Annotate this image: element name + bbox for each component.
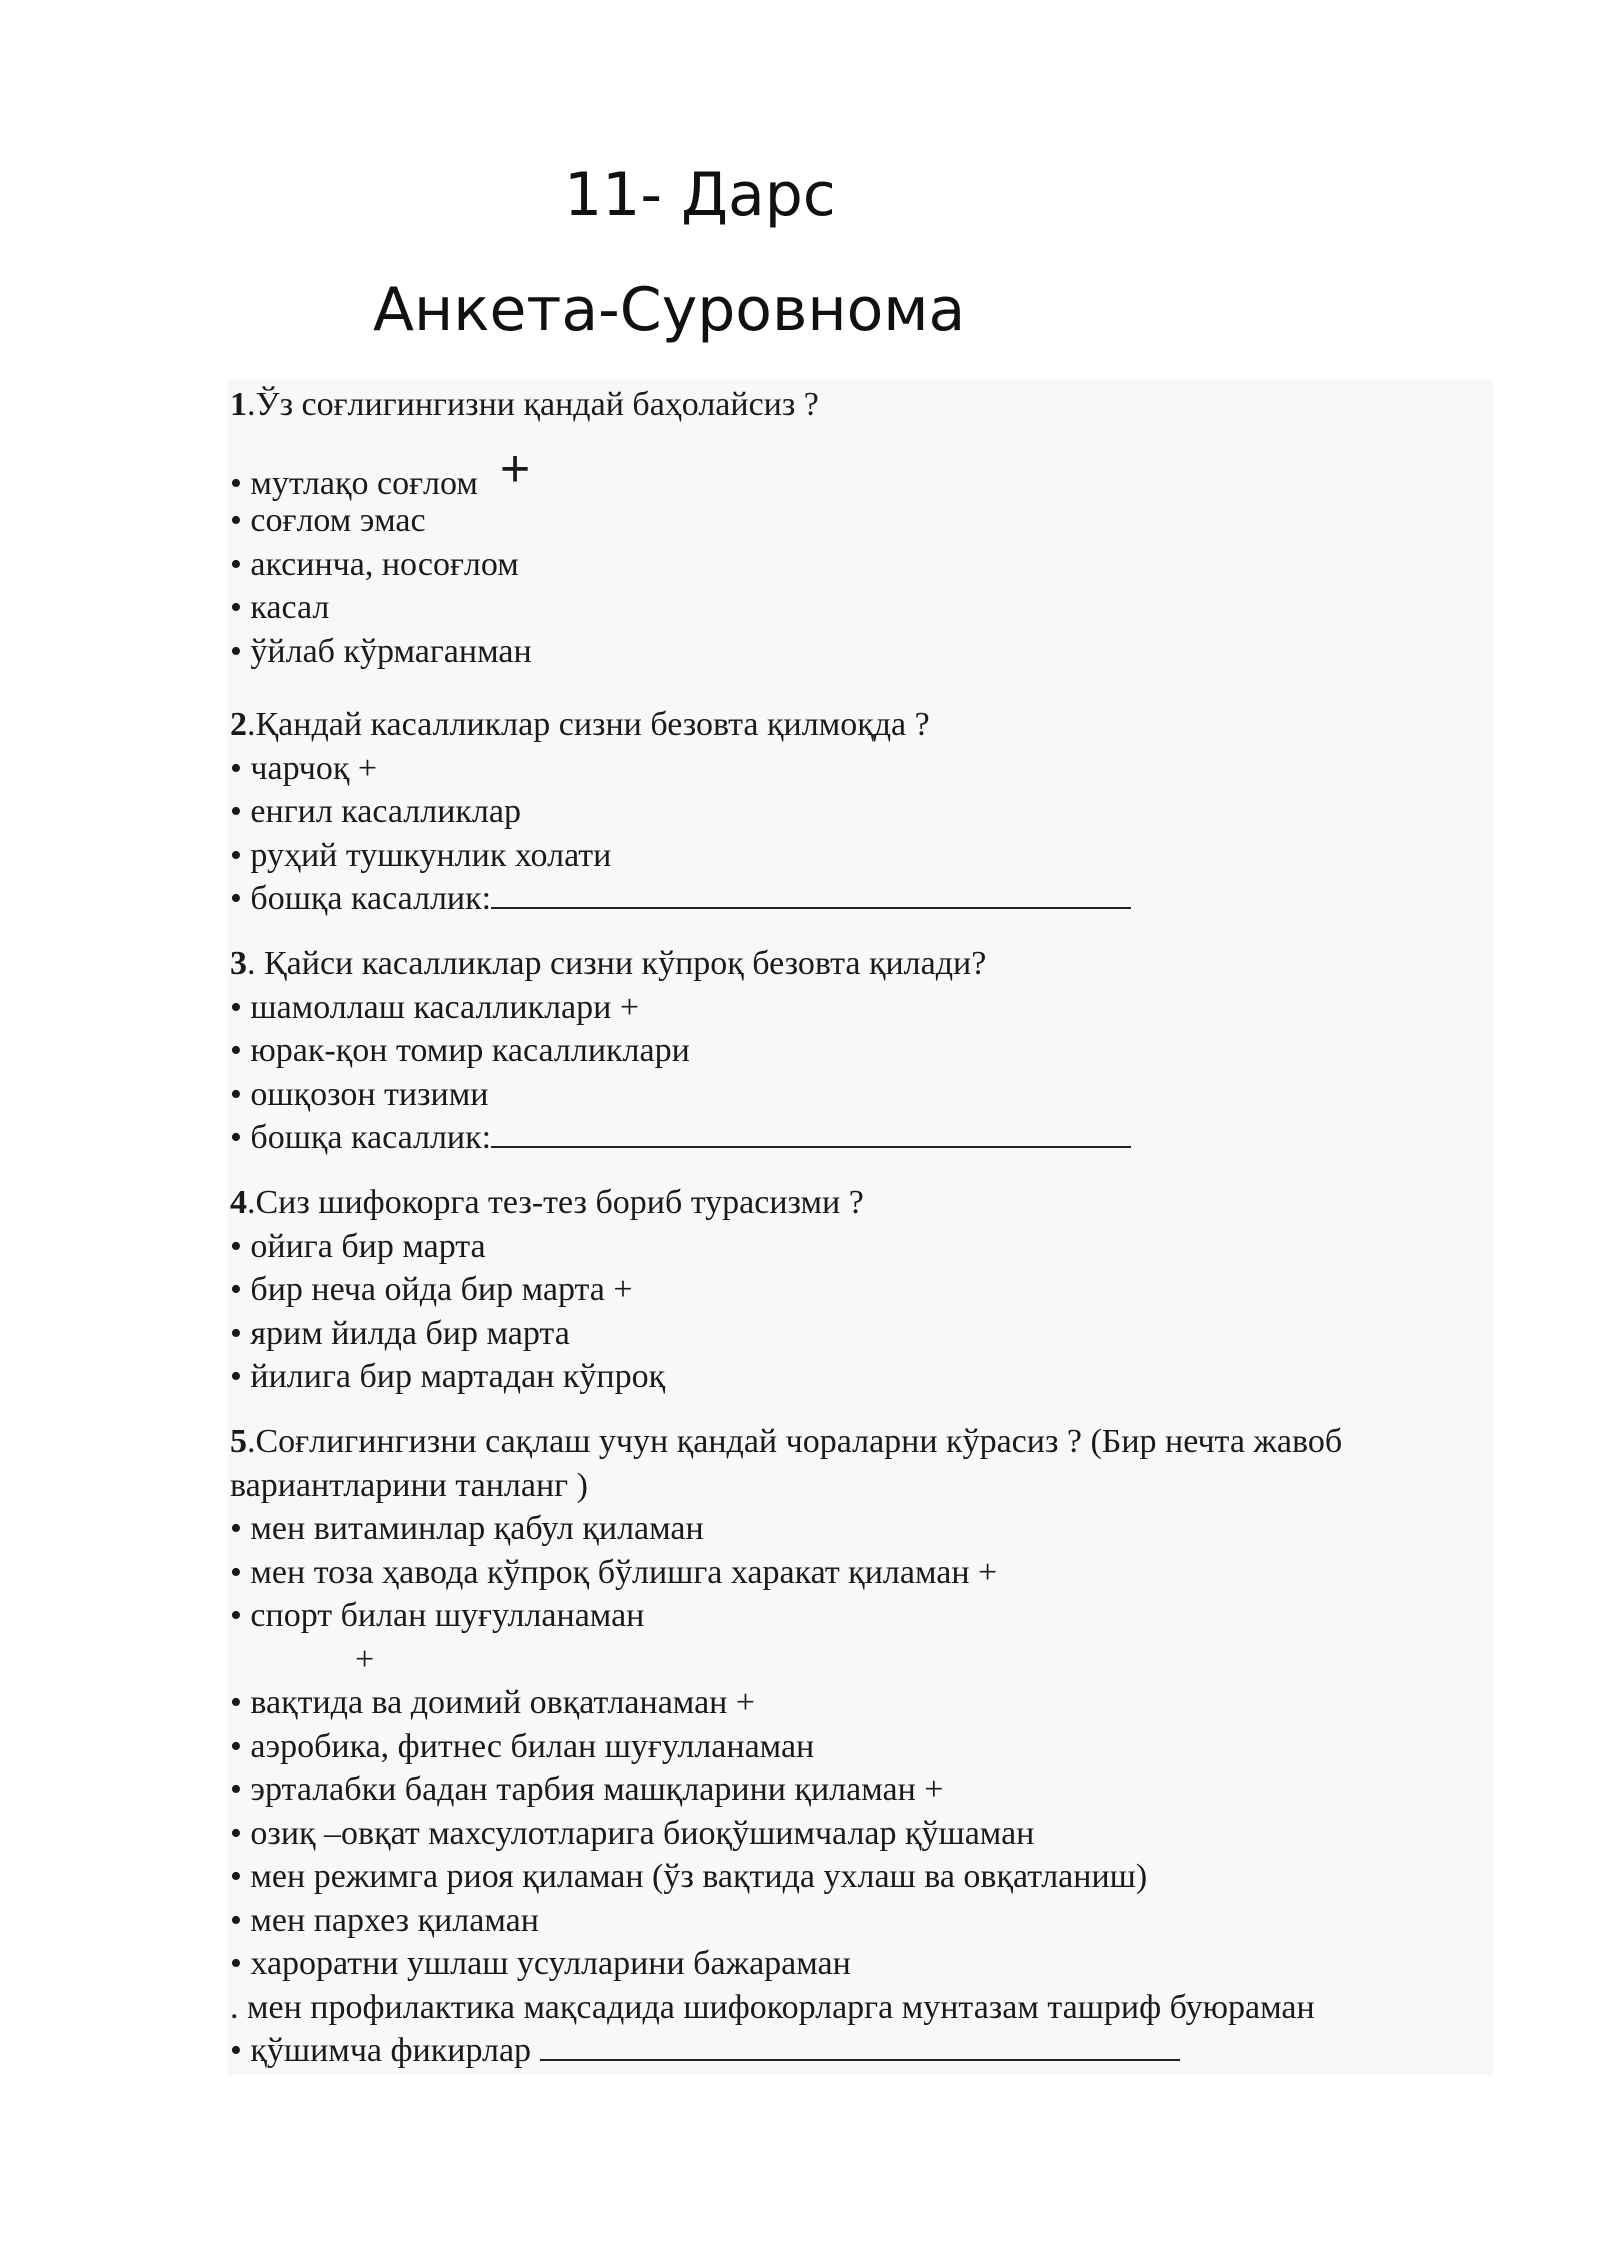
question-1-text <box>230 383 1500 427</box>
question-3 <box>230 942 1500 1160</box>
option-label: • қўшимча фикирлар <box>230 2032 540 2069</box>
q2-option-1: • чарчоқ + <box>230 749 378 787</box>
q5-option-4: • вақтида ва доимий овқатланаман + <box>230 1684 756 1721</box>
answer-blank-line <box>491 877 1131 909</box>
option-label: • мутлақо соғлом <box>230 464 478 502</box>
q5-option-11: . мен профилактика мақсадида шифокорларга мунтазам ташриф буюраман <box>230 1988 1315 2026</box>
q5-option-3-plus-mark: + <box>355 1640 375 1678</box>
question-number: 5 <box>230 1423 247 1460</box>
answer-blank-line <box>540 2029 1180 2061</box>
q1-option-4: • касал <box>230 589 330 626</box>
option-label: • бошқа касаллик: <box>230 1119 492 1156</box>
question-label: .Соғлигингизни сақлаш учун қандай чораларни кўрасиз ? (Бир нечта жавоб <box>247 1423 1343 1460</box>
question-5-text-continued: вариантларини танланг ) <box>230 1466 588 1504</box>
q4-option-4: • йилига бир мартадан кўпроқ <box>230 1358 666 1395</box>
question-label: .Ўз соғлигингизни қандай баҳолайсиз ? <box>247 386 819 423</box>
q4-option-1: • ойига бир марта <box>230 1227 486 1265</box>
q3-option-3: • ошқозон тизими <box>230 1075 489 1113</box>
q1-option-5: • ўйлаб кўрмаганман <box>230 632 532 670</box>
question-number: 2 <box>230 706 247 743</box>
lesson-title: 11- Дарс <box>564 160 836 230</box>
question-5-text <box>230 1420 1500 1464</box>
selected-plus-mark: + <box>499 439 531 498</box>
q5-option-10: • хароратни ушлаш усулларини бажараман <box>230 1945 851 1982</box>
question-4-text <box>230 1181 1500 1225</box>
q1-option-2: • соғлом эмас <box>230 502 426 539</box>
q5-option-3: • спорт билан шуғулланаман <box>230 1597 645 1634</box>
q4-option-3: • ярим йилда бир марта <box>230 1314 570 1352</box>
q5-option-2: • мен тоза ҳавода кўпроқ бўлишга харакат қиламан + <box>230 1553 998 1591</box>
option-label: • бошқа касаллик: <box>230 880 492 917</box>
q5-option-8: • мен режимга риоя қиламан (ўз вақтида ухлаш ва овқатланиш) <box>230 1858 1148 1895</box>
q1-option-3: • аксинча, носоғлом <box>230 545 519 583</box>
q5-option-9: • мен пархез қиламан <box>230 1901 539 1939</box>
q5-option-12 <box>230 2029 1500 2073</box>
question-label: .Қандай касалликлар сизни безовта қилмоқда ? <box>247 706 930 743</box>
question-3-text <box>230 942 1500 986</box>
q5-option-1: • мен витаминлар қабул қиламан <box>230 1510 704 1547</box>
q5-option-6: • эрталабки бадан тарбия машқларини қиламан + <box>230 1771 944 1808</box>
question-label: . Қайси касалликлар сизни кўпроқ безовта қилади? <box>247 945 987 982</box>
question-number: 3 <box>230 945 247 982</box>
q3-option-1: • шамоллаш касалликлари + <box>230 988 640 1026</box>
question-2 <box>230 703 1500 921</box>
question-number: 1 <box>230 386 247 423</box>
q3-option-4 <box>230 1116 1500 1160</box>
question-label: .Сиз шифокорга тез-тез бориб турасизми ? <box>247 1184 864 1221</box>
q4-option-2: • бир неча ойда бир марта + <box>230 1271 633 1308</box>
question-2-text <box>230 703 1500 747</box>
question-5 <box>230 1420 1500 2073</box>
q5-option-5: • аэробика, фитнес билан шуғулланаман <box>230 1727 815 1765</box>
question-4 <box>230 1181 1500 1399</box>
question-number: 4 <box>230 1184 247 1221</box>
q1-option-1 <box>230 439 1500 502</box>
question-1 <box>230 383 1500 673</box>
questionnaire-title: Анкета-Суровнома <box>373 275 966 345</box>
q5-option-7: • озиқ –овқат махсулотларига биоқўшимчалар қўшаман <box>230 1814 1035 1852</box>
q2-option-3: • руҳий тушкунлик холати <box>230 836 612 874</box>
answer-blank-line <box>491 1116 1131 1148</box>
q2-option-4 <box>230 877 1500 921</box>
q3-option-2: • юрак-қон томир касалликлари <box>230 1032 690 1069</box>
q2-option-2: • енгил касалликлар <box>230 793 521 830</box>
